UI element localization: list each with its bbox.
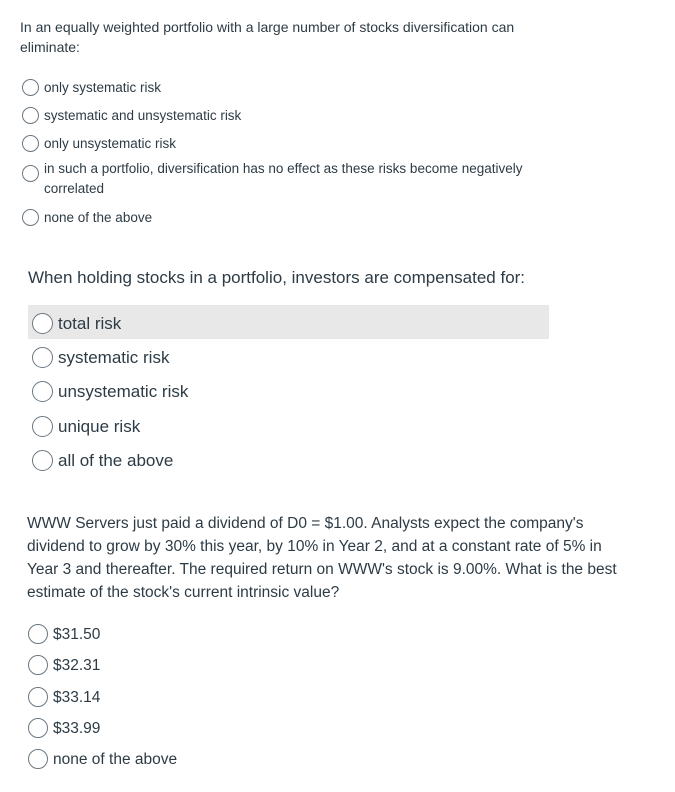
option-label: $31.50 [53, 626, 101, 643]
question-2-option-2[interactable] [32, 346, 169, 370]
question-1-option-5[interactable] [22, 208, 564, 228]
question-1 [20, 17, 540, 57]
question-1-option-2[interactable] [22, 106, 564, 126]
radio-button[interactable] [32, 381, 53, 402]
radio-button[interactable] [28, 718, 48, 738]
radio-button[interactable] [28, 749, 48, 769]
radio-button[interactable] [22, 165, 39, 182]
radio-button[interactable] [22, 79, 39, 96]
question-3-option-2[interactable] [28, 655, 100, 677]
option-label: only systematic risk [44, 80, 162, 95]
question-2-option-4[interactable] [32, 415, 140, 439]
option-label: unsystematic risk [58, 382, 189, 401]
option-label: total risk [58, 314, 122, 333]
radio-button[interactable] [28, 687, 48, 707]
question-3-option-1[interactable] [28, 624, 100, 646]
radio-button[interactable] [22, 209, 39, 226]
option-label: in such a portfolio, diversification has no effect as these risks become negatively correlated [44, 161, 523, 196]
question-2-option-3[interactable] [32, 380, 188, 404]
question-1-option-3[interactable] [22, 134, 564, 154]
question-2 [28, 266, 525, 290]
question-1-text: In an equally weighted portfolio with a large number of stocks diversification can eliminate: [20, 19, 515, 55]
radio-button[interactable] [32, 347, 53, 368]
question-3-option-3[interactable] [28, 687, 100, 709]
question-3-option-4[interactable] [28, 718, 100, 740]
option-label: $33.99 [53, 720, 101, 737]
radio-button[interactable] [32, 416, 53, 437]
question-2-option-5[interactable] [32, 449, 173, 473]
radio-button[interactable] [22, 107, 39, 124]
radio-button[interactable] [32, 313, 53, 334]
option-label: $32.31 [53, 657, 101, 674]
radio-button[interactable] [28, 624, 48, 644]
option-label: systematic and unsystematic risk [44, 108, 242, 123]
option-label: all of the above [58, 451, 174, 470]
option-label: none of the above [44, 210, 153, 225]
question-2-text: When holding stocks in a portfolio, investors are compensated for: [28, 268, 526, 287]
option-label: none of the above [53, 751, 178, 768]
option-label: $33.14 [53, 689, 101, 706]
question-3-option-5[interactable] [28, 749, 177, 771]
question-2-option-1[interactable] [32, 312, 121, 336]
radio-button[interactable] [22, 135, 39, 152]
option-label: systematic risk [58, 348, 170, 367]
option-label: unique risk [58, 417, 141, 436]
question-3-text: WWW Servers just paid a dividend of D0 = $1.00. Analysts expect the company's dividend to grow by 30% this year, by 10% in Year 2, and at a constant rate of 5% in Year 3 and thereafter. The required return on WWW's stock is 9.00%. What is the best estimate of the stock's current intrinsic value? [27, 515, 617, 601]
question-1-option-4[interactable] [22, 159, 564, 199]
option-label: only unsystematic risk [44, 136, 177, 151]
radio-button[interactable] [32, 450, 53, 471]
question-3 [27, 512, 627, 604]
question-1-option-1[interactable] [22, 78, 564, 98]
radio-button[interactable] [28, 655, 48, 675]
